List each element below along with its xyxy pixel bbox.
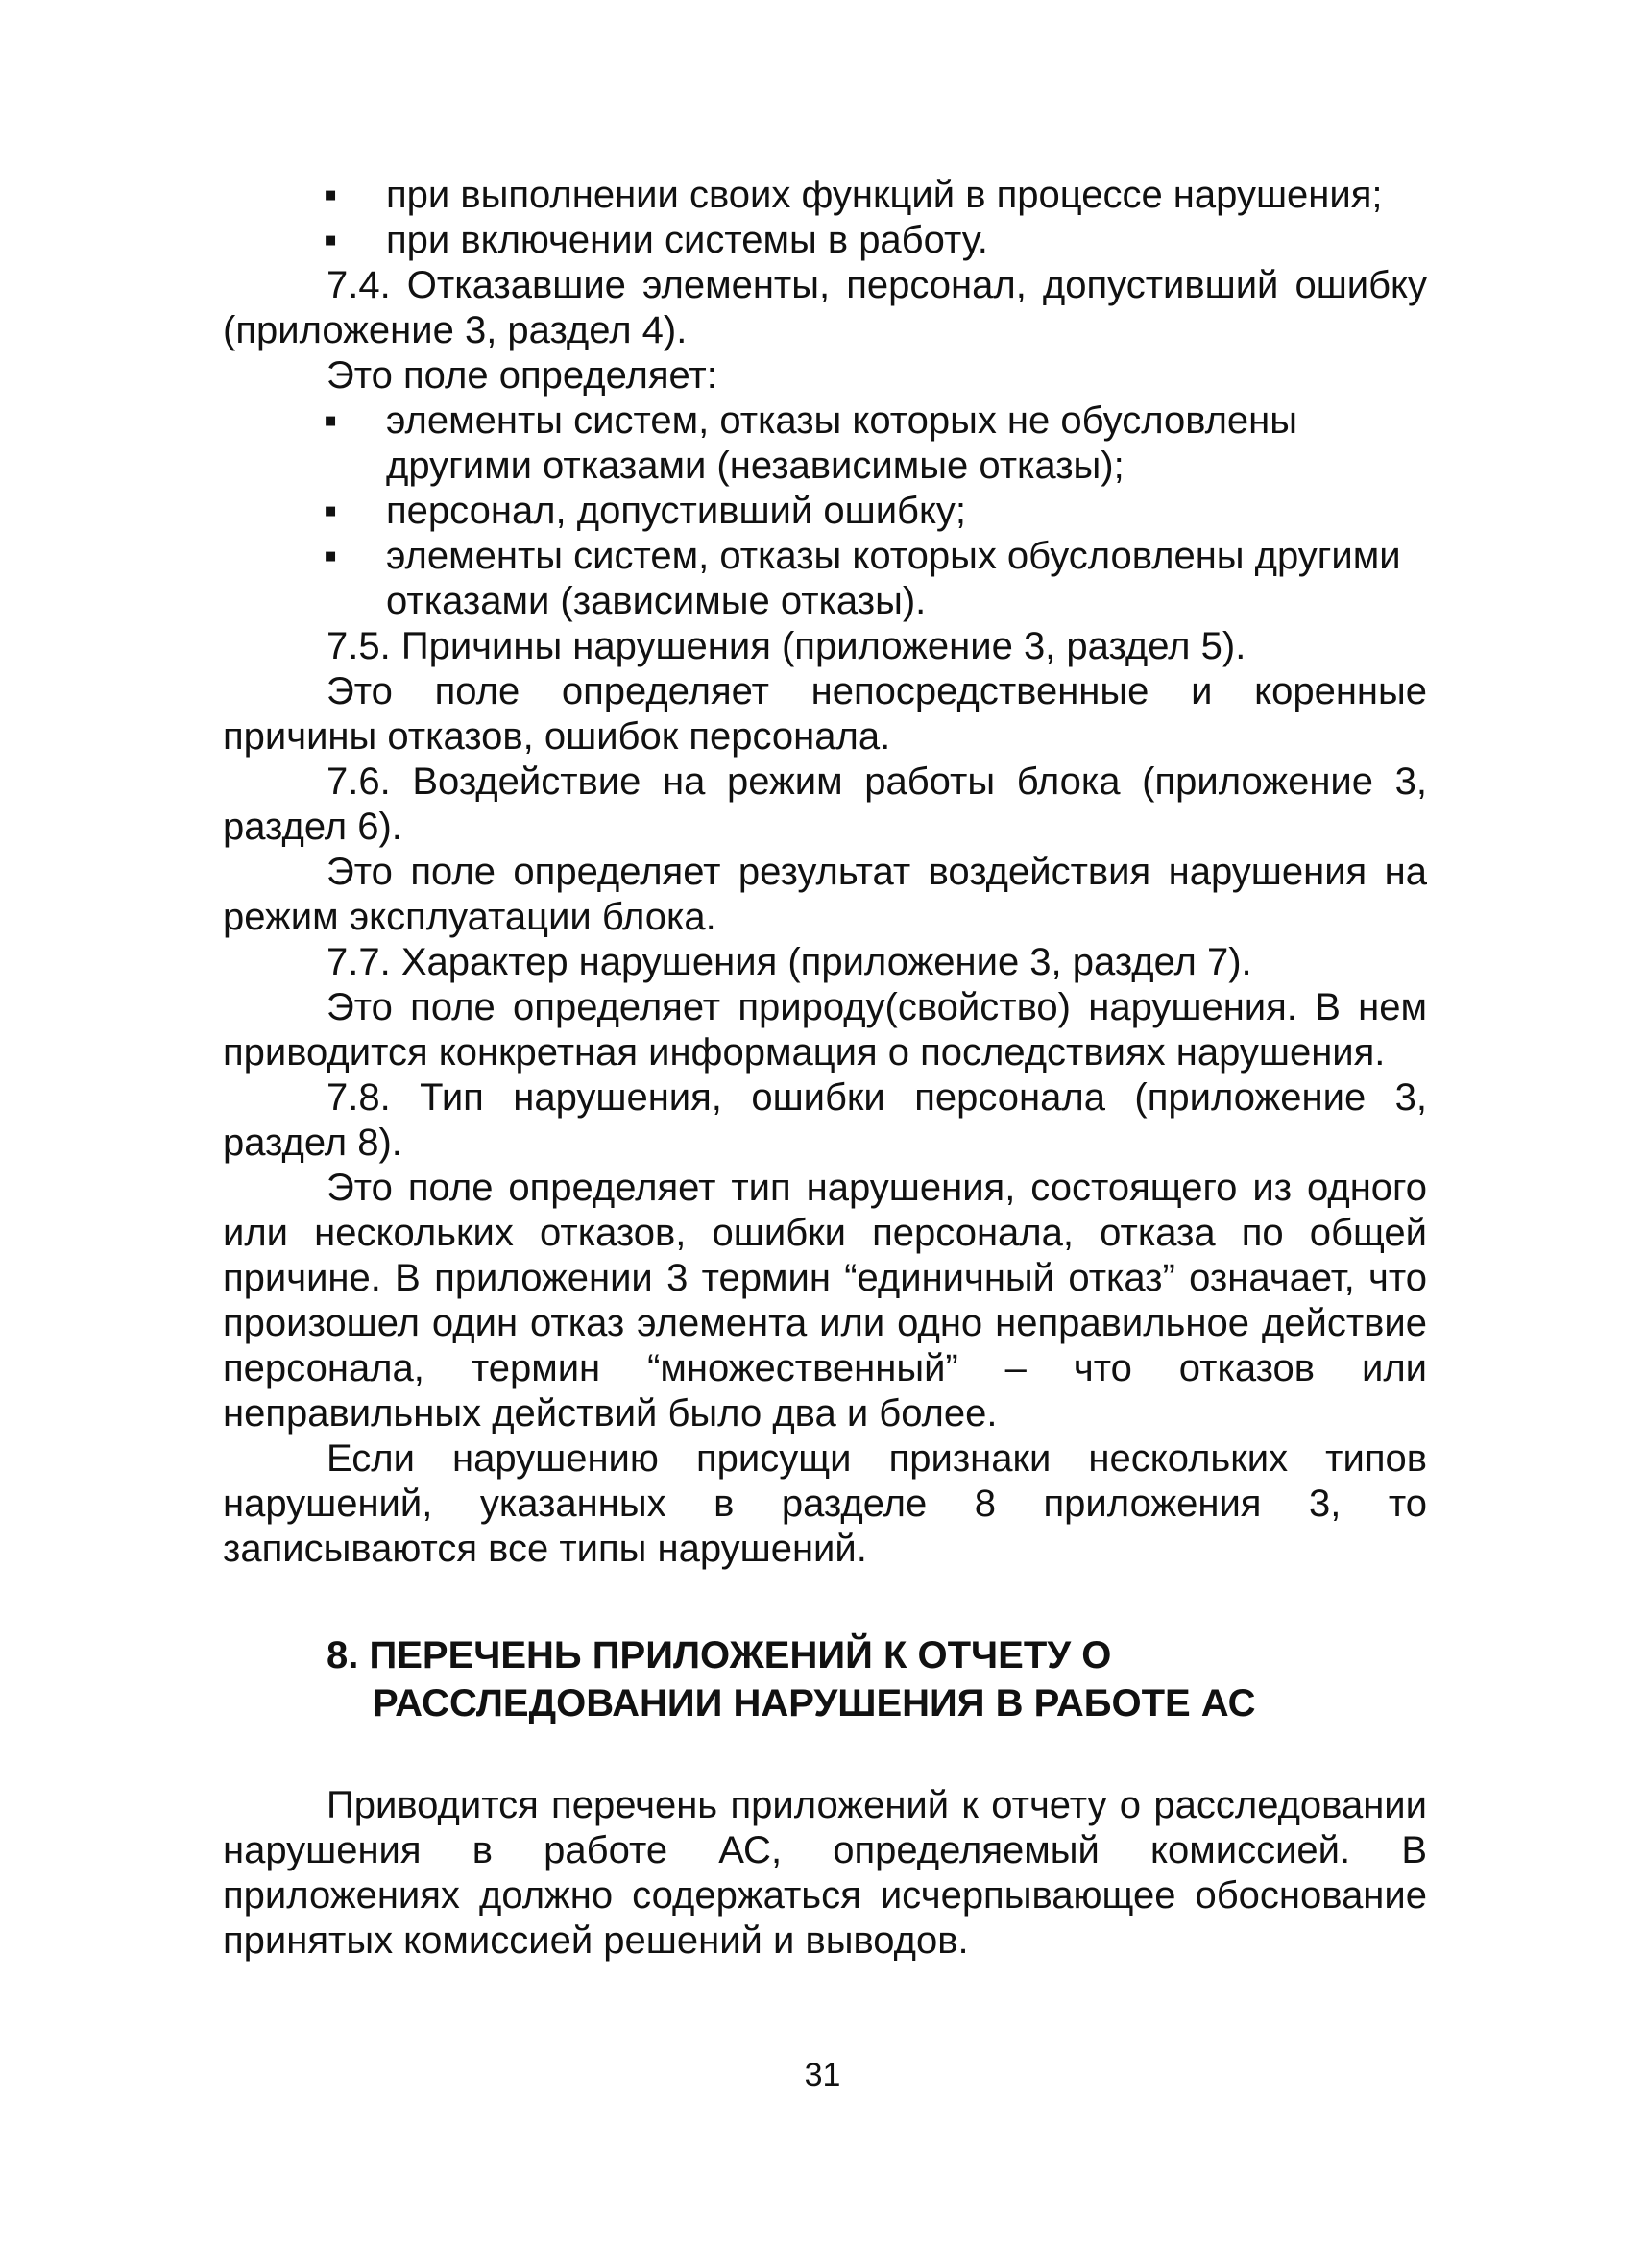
- list-item: [223, 534, 1427, 624]
- list-item-text: при включении системы в работу.: [386, 219, 988, 261]
- bullet-marker: ▪: [324, 219, 338, 261]
- bullet-marker: ▪: [324, 490, 338, 532]
- list-item: [223, 173, 1427, 218]
- list-item: [223, 489, 1427, 534]
- list-item-text: при выполнении своих функций в процессе нарушения;: [386, 174, 1383, 216]
- section-7-8-text-1: Это поле определяет тип нарушения, состоящего из одного или нескольких отказов, ошибки персонала, отказа по общей причине. В приложении 3 термин “единичный отказ” означает, что произошел один отказ элемента или одно неправильное действие персонала, термин “множественный” – что отказов или неправильных действий было два и более.: [223, 1167, 1427, 1435]
- section-7-7-title: 7.7. Характер нарушения (приложение 3, раздел 7).: [327, 941, 1252, 983]
- bullet-marker: ▪: [324, 535, 338, 577]
- bullet-list-7-4: [223, 398, 1427, 624]
- list-item-text: элементы систем, отказы которых обусловлены другими отказами (зависимые отказы).: [386, 535, 1401, 622]
- bullet-list-top: [223, 173, 1427, 263]
- section-8-heading-line-2: РАССЛЕДОВАНИИ НАРУШЕНИЯ В РАБОТЕ АС: [373, 1682, 1256, 1725]
- list-item-text: элементы систем, отказы которых не обусловлены другими отказами (независимые отказы);: [386, 399, 1298, 487]
- bullet-marker: ▪: [324, 399, 338, 442]
- section-7-6-text: Это поле определяет результат воздействия нарушения на режим эксплуатации блока.: [223, 851, 1427, 938]
- section-8-heading: [223, 1631, 1427, 1727]
- section-7-7-text: Это поле определяет природу(свойство) нарушения. В нем приводится конкретная информация о последствиях нарушения.: [223, 986, 1427, 1074]
- list-item: [223, 218, 1427, 263]
- section-8-heading-line-1: 8. ПЕРЕЧЕНЬ ПРИЛОЖЕНИЙ К ОТЧЕТУ О: [327, 1634, 1112, 1677]
- section-7-5-text: Это поле определяет непосредственные и коренные причины отказов, ошибок персонала.: [223, 670, 1427, 758]
- list-item: [223, 398, 1427, 489]
- list-item-text: персонал, допустивший ошибку;: [386, 490, 967, 532]
- document-page: [223, 173, 1427, 1964]
- section-7-6-title: 7.6. Воздействие на режим работы блока (приложение 3, раздел 6).: [223, 760, 1427, 848]
- section-7-8-title: 7.8. Тип нарушения, ошибки персонала (приложение 3, раздел 8).: [223, 1076, 1427, 1164]
- section-7-4-intro: Это поле определяет:: [327, 354, 717, 397]
- page-number: 31: [804, 2057, 841, 2093]
- section-7-8-text-2: Если нарушению присущи признаки нескольких типов нарушений, указанных в разделе 8 приложения 3, то записываются все типы нарушений.: [223, 1437, 1427, 1570]
- section-8-text: Приводится перечень приложений к отчету о расследовании нарушения в работе АС, определяемый комиссией. В приложениях должно содержаться исчерпывающее обоснование принятых комиссией решений и выводов.: [223, 1784, 1427, 1962]
- bullet-marker: ▪: [324, 174, 338, 216]
- section-7-4-title: 7.4. Отказавшие элементы, персонал, допустивший ошибку (приложение 3, раздел 4).: [223, 264, 1427, 351]
- section-7-5-title: 7.5. Причины нарушения (приложение 3, раздел 5).: [327, 625, 1246, 667]
